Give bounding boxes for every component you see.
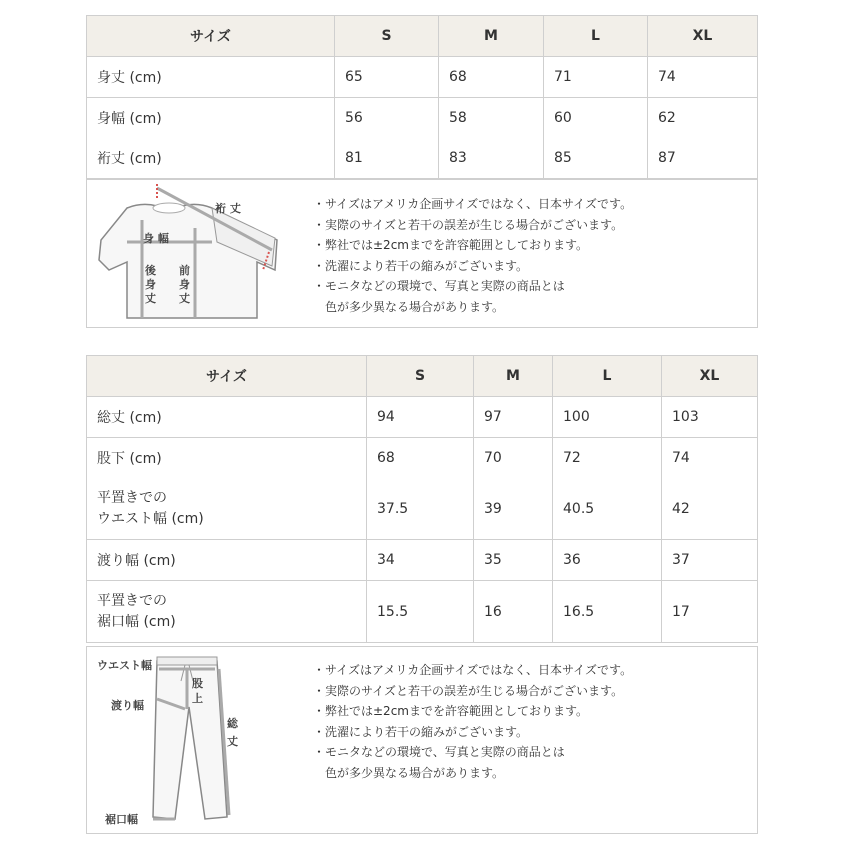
cell-value: 94: [367, 397, 474, 438]
header-s: S: [367, 356, 474, 397]
cell-value: 85: [544, 138, 648, 179]
table-row: [87, 138, 758, 179]
cell-value: 97: [474, 397, 553, 438]
row-label: 股下 (cm): [87, 438, 367, 479]
note-item: ・弊社では±2cmまでを許容範囲としております。: [313, 238, 589, 252]
size-table-tops: [86, 15, 758, 179]
cell-value: 83: [439, 138, 544, 179]
header-size: サイズ: [87, 356, 367, 397]
cell-value: 62: [648, 98, 758, 138]
note-item: ・モニタなどの環境で、写真と実際の商品とは: [313, 279, 565, 293]
header-xl: XL: [648, 16, 758, 57]
header-m: M: [474, 356, 553, 397]
notes-list: [313, 194, 632, 317]
note-item: ・洗濯により若干の縮みがございます。: [313, 258, 529, 273]
note-item: ・洗濯により若干の縮みがございます。: [313, 724, 529, 739]
label-mae-mi: 身: [179, 278, 190, 291]
cell-value: 34: [367, 540, 474, 581]
label-sou2: 丈: [227, 735, 238, 748]
row-label-line: 平置きでの: [97, 489, 167, 506]
table-row: [87, 581, 758, 643]
table-row: [87, 57, 758, 98]
cell-value: 37.5: [367, 479, 474, 540]
note-item: 色が多少異なる場合があります。: [313, 299, 505, 314]
pants-outline: [153, 661, 227, 819]
cell-value: 65: [335, 57, 439, 98]
row-label-line: 裾口幅 (cm): [97, 613, 176, 630]
table-row: [87, 397, 758, 438]
size-table-pants: [86, 355, 758, 643]
cell-value: 87: [648, 138, 758, 179]
cell-value: 56: [335, 98, 439, 138]
header-size: サイズ: [87, 16, 335, 57]
cell-value: 37: [662, 540, 758, 581]
cell-value: 15.5: [367, 581, 474, 643]
cell-value: 58: [439, 98, 544, 138]
cell-value: 60: [544, 98, 648, 138]
label-susoguchi: 裾口幅: [105, 813, 138, 826]
cell-value: 100: [553, 397, 662, 438]
header-xl: XL: [662, 356, 758, 397]
row-label: 総丈 (cm): [87, 397, 367, 438]
cell-value: 71: [544, 57, 648, 98]
label-waist: ウエスト幅: [97, 659, 152, 672]
tops-info-box: [86, 179, 758, 328]
note-item: ・実際のサイズと若干の誤差が生じる場合がございます。: [313, 217, 624, 232]
pants-info-box: [86, 646, 758, 834]
pants-diagram: [87, 647, 307, 833]
label-mata2: 上: [192, 692, 203, 705]
note-item: ・サイズはアメリカ企画サイズではなく、日本サイズです。: [313, 663, 633, 677]
cell-value: 16: [474, 581, 553, 643]
row-label: [87, 581, 367, 643]
label-yuki: 裄 丈: [215, 202, 241, 215]
table-row: [87, 98, 758, 138]
table-header-row: [87, 16, 758, 57]
label-mihaba: 身 幅: [143, 232, 169, 245]
label-mae-take: 丈: [179, 292, 190, 305]
row-label: 渡り幅 (cm): [87, 540, 367, 581]
cell-value: 68: [439, 57, 544, 98]
cell-value: 40.5: [553, 479, 662, 540]
cell-value: 36: [553, 540, 662, 581]
label-ushiro-mi: 身: [145, 278, 156, 291]
row-label: 裄丈 (cm): [87, 138, 335, 179]
cell-value: 70: [474, 438, 553, 479]
cell-value: 74: [662, 438, 758, 479]
label-mae: 前: [179, 264, 190, 277]
label-ushiro-take: 丈: [145, 292, 156, 305]
note-item: ・実際のサイズと若干の誤差が生じる場合がございます。: [313, 683, 624, 698]
label-sou1: 総: [227, 717, 238, 730]
shirt-diagram: [87, 180, 307, 327]
header-m: M: [439, 16, 544, 57]
cell-value: 39: [474, 479, 553, 540]
cell-value: 103: [662, 397, 758, 438]
table-row: [87, 540, 758, 581]
label-watari: 渡り幅: [111, 699, 144, 712]
cell-value: 42: [662, 479, 758, 540]
row-label: [87, 479, 367, 540]
row-label-line: 平置きでの: [97, 592, 167, 609]
header-s: S: [335, 16, 439, 57]
cell-value: 74: [648, 57, 758, 98]
cell-value: 68: [367, 438, 474, 479]
row-label: 身丈 (cm): [87, 57, 335, 98]
cell-value: 16.5: [553, 581, 662, 643]
table-header-row: [87, 356, 758, 397]
header-l: L: [553, 356, 662, 397]
label-mata1: 股: [192, 677, 203, 690]
note-item: ・サイズはアメリカ企画サイズではなく、日本サイズです。: [313, 197, 633, 211]
cell-value: 72: [553, 438, 662, 479]
header-l: L: [544, 16, 648, 57]
label-ushiro: 後: [145, 264, 156, 277]
table-row: [87, 438, 758, 479]
cell-value: 17: [662, 581, 758, 643]
row-label: 身幅 (cm): [87, 98, 335, 138]
note-item: ・モニタなどの環境で、写真と実際の商品とは: [313, 745, 565, 759]
cell-value: 81: [335, 138, 439, 179]
cell-value: 35: [474, 540, 553, 581]
note-item: ・弊社では±2cmまでを許容範囲としております。: [313, 704, 589, 718]
notes-list: [313, 660, 632, 783]
table-row: [87, 479, 758, 540]
note-item: 色が多少異なる場合があります。: [313, 765, 505, 780]
row-label-line: ウエスト幅 (cm): [97, 510, 204, 527]
